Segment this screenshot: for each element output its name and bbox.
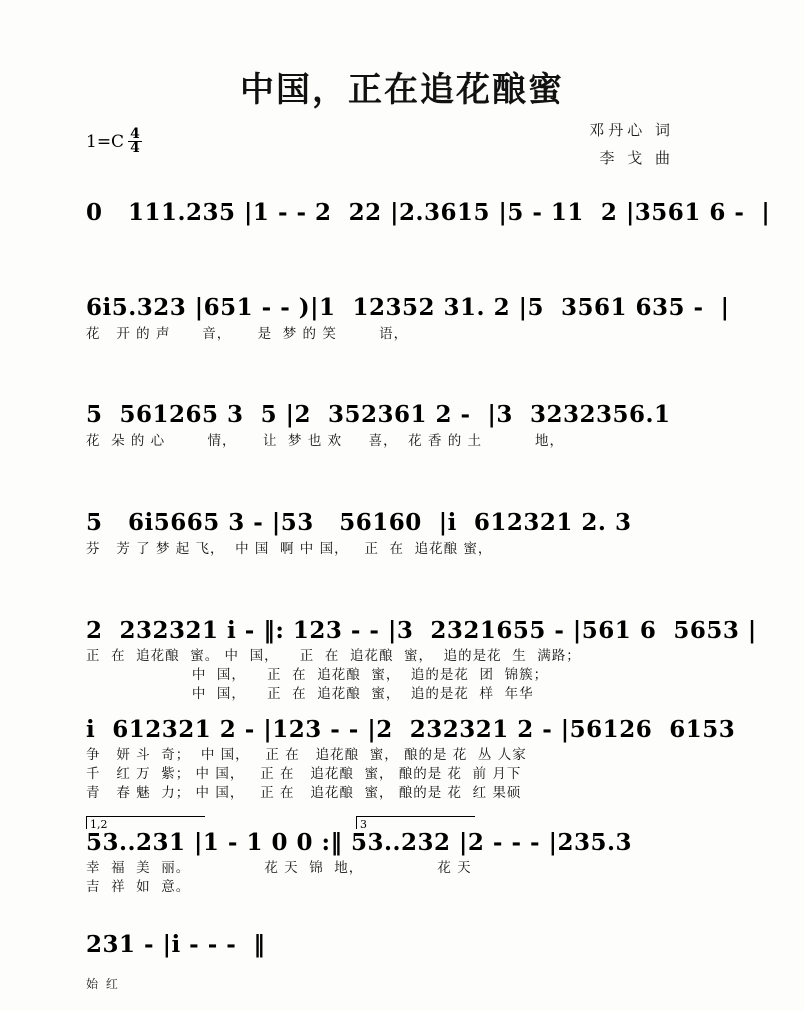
music-system-1 xyxy=(86,198,771,228)
volta-label: 3 xyxy=(360,818,367,831)
key-and-time-signature xyxy=(86,128,142,155)
music-system-5 xyxy=(86,616,757,703)
page-title: 中国，正在追花酿蜜 xyxy=(240,70,564,110)
lyric-row: 芬 芳 了 梦 起 飞， 中 国 啊 中 国， 正 在 追花酿 蜜， xyxy=(86,541,493,557)
volta-label: 1,2 xyxy=(90,818,108,831)
note-row: 0 111.235 |1 - - 2 22 |2.3615 |5 - 11 2 |3561 6 - | xyxy=(86,199,771,226)
composer-credit: 李 戈 曲 xyxy=(599,149,674,167)
lyric-row-verse-1: 争 妍 斗 奇； 中 国， 正 在 追花酿 蜜， 酿的是 花 丛 人家 xyxy=(86,747,527,763)
note-row: i 612321 2 - |123 - - |2 232321 2 - |56126 6153 xyxy=(86,716,736,743)
lyricist-credit: 邓丹心 词 xyxy=(589,121,674,139)
key-signature: 1=C xyxy=(86,131,125,152)
music-system-8 xyxy=(86,930,726,960)
note-row: 231 - |i - - - ‖ xyxy=(86,931,266,958)
time-signature-numerator: 4 xyxy=(130,126,140,142)
lyric-row-verse-2: 吉 祥 如 意。 xyxy=(86,879,191,895)
music-system-4 xyxy=(86,508,726,559)
music-system-6 xyxy=(86,715,736,802)
music-system-3 xyxy=(86,400,726,451)
lyric-row-verse-2: 中 国， 正 在 追花酿 蜜， 追的是花 团 锦簇； xyxy=(86,667,549,683)
music-system-7 xyxy=(86,828,726,896)
time-signature-denominator: 4 xyxy=(130,140,140,156)
note-row: 53..231 |1 - 1 0 0 :‖ 53..232 |2 - - - |235.3 xyxy=(86,829,632,856)
lyric-row-verse-3: 中 国， 正 在 追花酿 蜜， 追的是花 样 年华 xyxy=(86,686,534,702)
credits xyxy=(514,116,674,172)
lyric-row-verse-2: 千 红 万 紫； 中 国， 正 在 追花酿 蜜， 酿的是 花 前 月下 xyxy=(86,766,522,782)
lyric-row-verse-1: 正 在 追花酿 蜜。 中 国， 正 在 追花酿 蜜， 追的是花 生 满路； xyxy=(86,648,581,664)
music-system-2 xyxy=(86,293,730,344)
lyric-row: 花 朵 的 心 情， 让 梦 也 欢 喜， 花 香 的 土 地， xyxy=(86,433,564,449)
note-row: 5 561265 3 5 |2 352361 2 - |3 3232356.1 xyxy=(86,401,671,428)
footer-mark: 始 红 xyxy=(86,977,120,991)
lyric-row-verse-3: 青 春 魅 力； 中 国， 正 在 追花酿 蜜， 酿的是 花 红 果硕 xyxy=(86,785,522,801)
lyric-row-verse-1: 幸 福 美 丽。 花 天 锦 地， 花 天 xyxy=(86,860,472,876)
note-row: 2 232321 i - ‖: 123 - - |3 2321655 - |561 6 5653 | xyxy=(86,617,757,644)
note-row: 6i5.323 |651 - - )|1 12352 31. 2 |5 3561 635 - | xyxy=(86,294,730,321)
time-signature xyxy=(128,128,142,155)
note-row: 5 6i5665 3 - |53 56160 |i 612321 2. 3 xyxy=(86,509,632,536)
lyric-row: 花 开 的 声 音， 是 梦 的 笑 语， xyxy=(86,326,409,342)
